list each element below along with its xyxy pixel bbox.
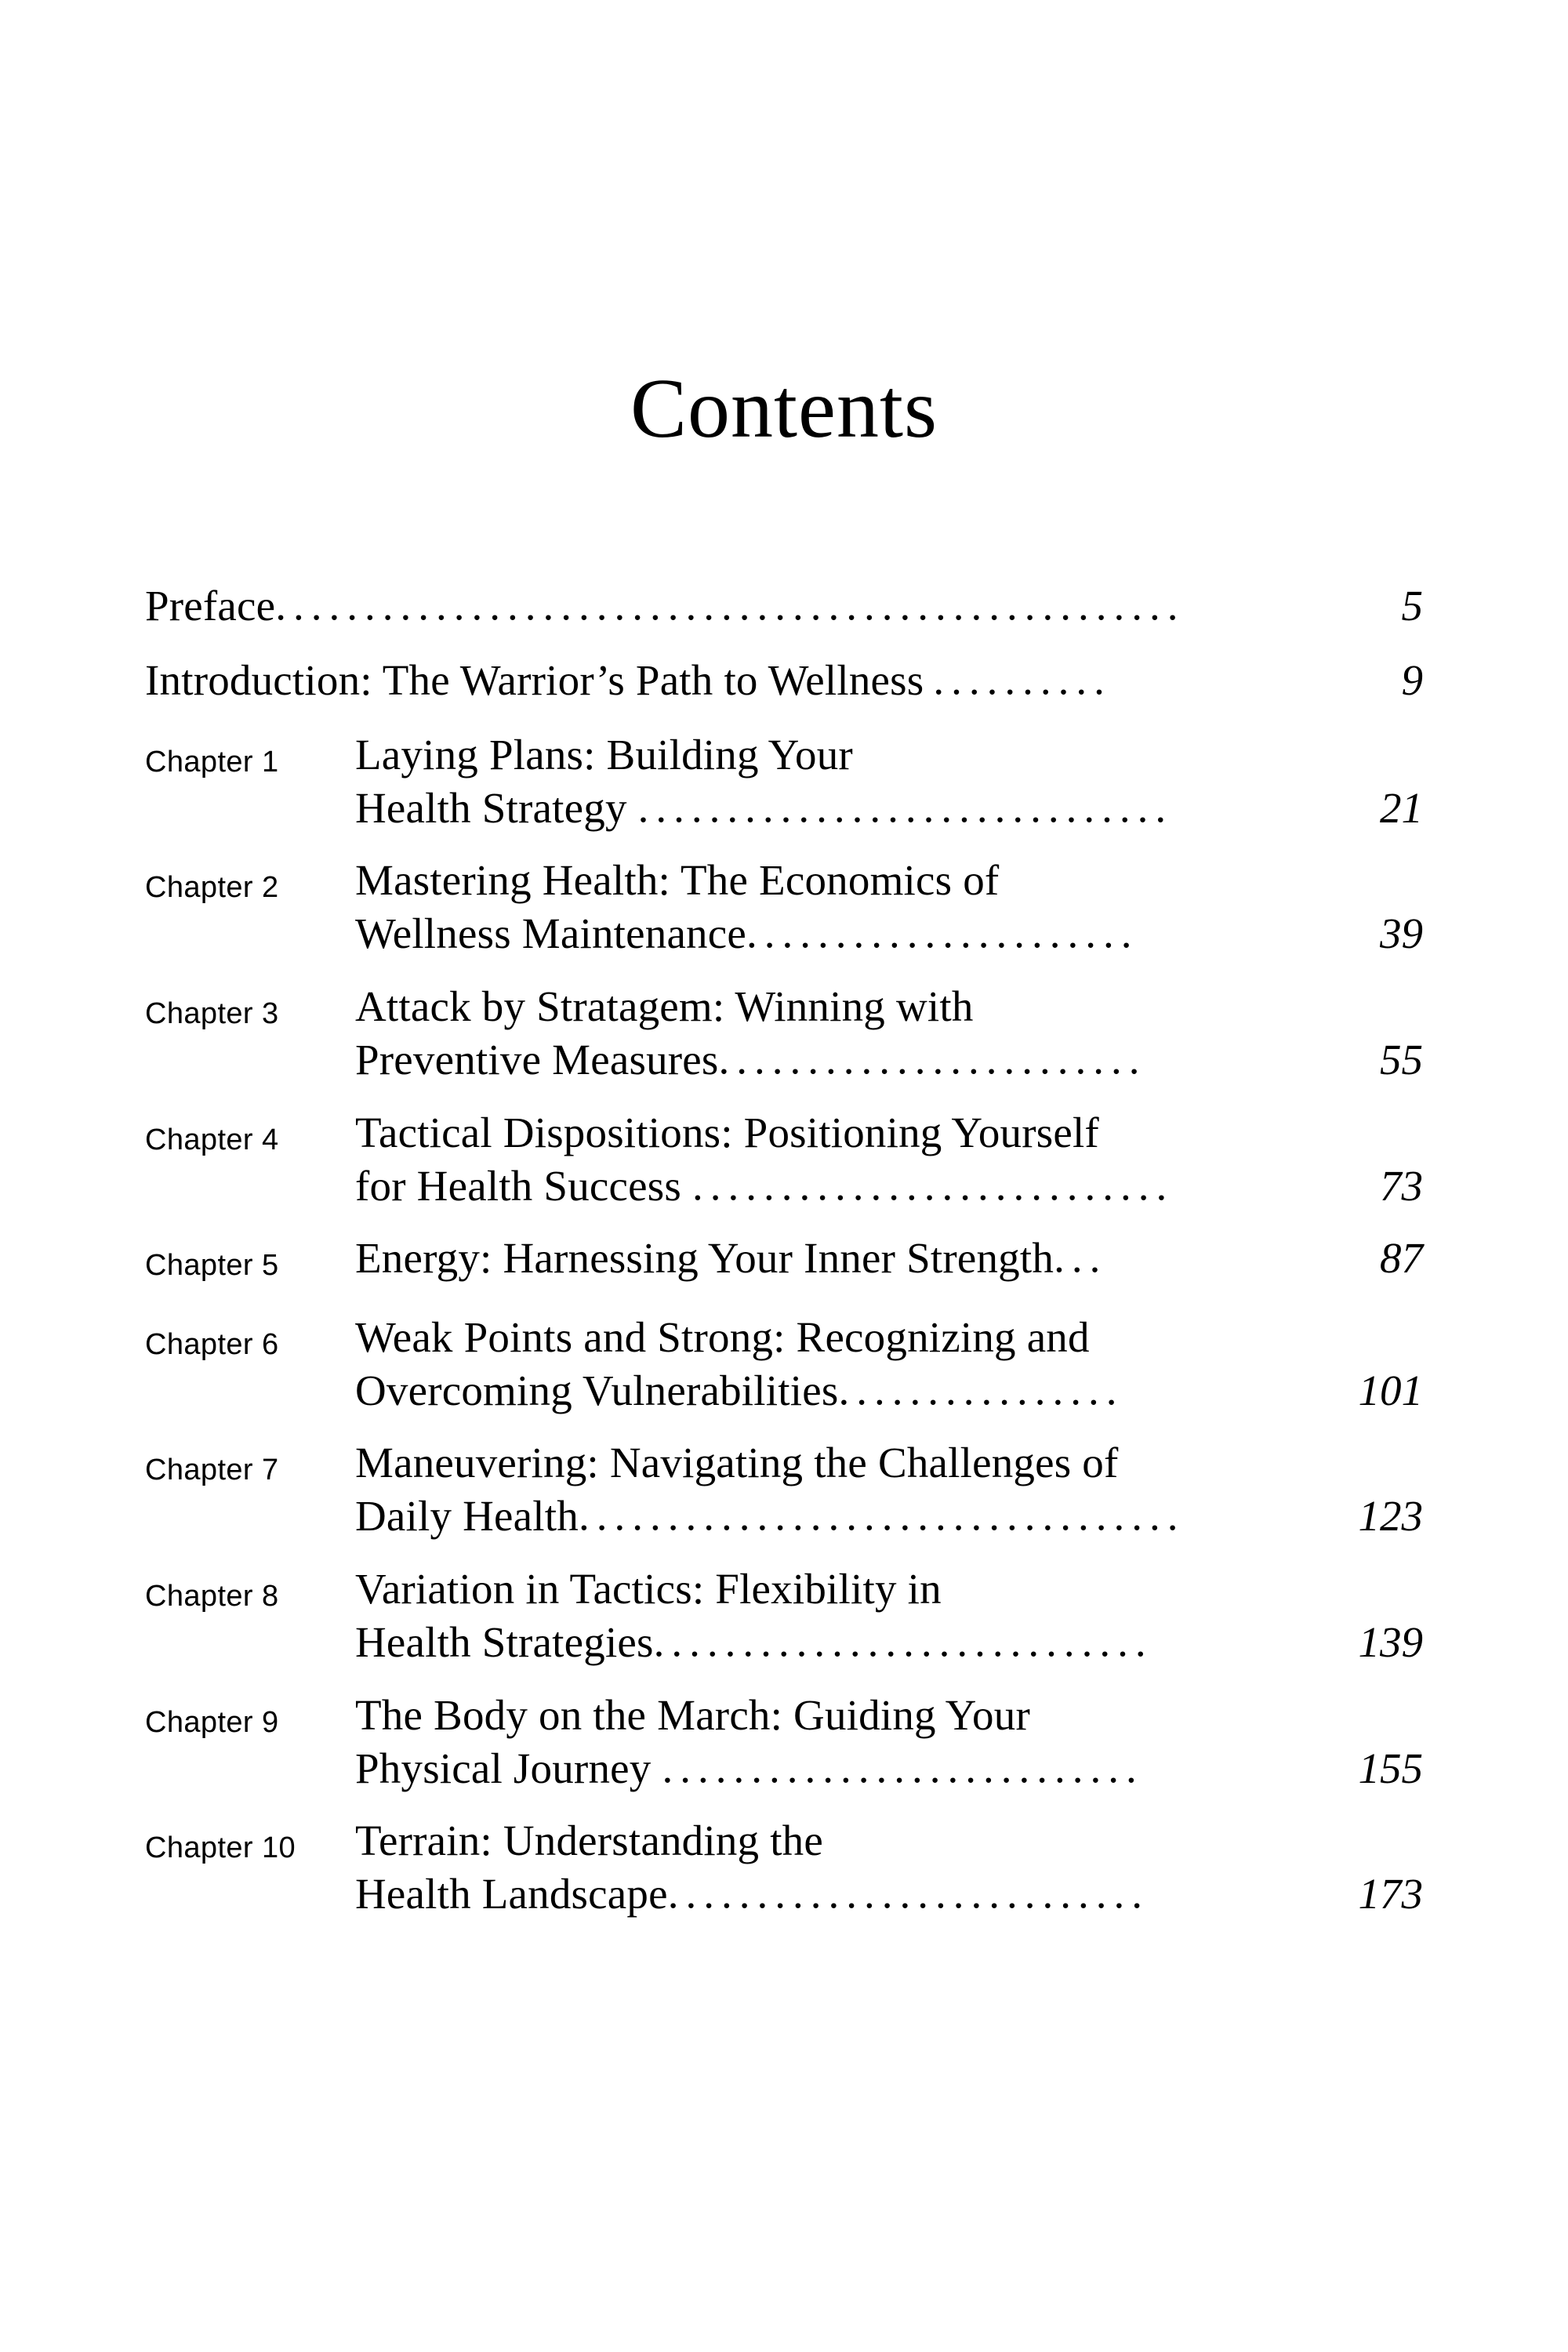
chapter-title-text: Terrain: Understanding the bbox=[355, 1817, 823, 1865]
chapter-title-block bbox=[355, 984, 1423, 1083]
page-number: 9 bbox=[1401, 655, 1423, 704]
chapter-title-block bbox=[355, 1110, 1423, 1210]
toc-chapter-entry[interactable] bbox=[145, 1312, 1423, 1414]
chapter-title-text: Health Strategies bbox=[355, 1617, 654, 1666]
page-number: 39 bbox=[1380, 909, 1423, 958]
chapter-label: Chapter 7 bbox=[145, 1454, 279, 1487]
dot-leader: ................................................... bbox=[275, 583, 1185, 626]
chapter-title-block bbox=[355, 1312, 1423, 1414]
chapter-title-text: Physical Journey bbox=[355, 1744, 652, 1792]
dot-leader: ................ bbox=[838, 1367, 1124, 1411]
dot-leader: .......... bbox=[933, 657, 1112, 701]
chapter-label: Chapter 5 bbox=[145, 1249, 279, 1283]
chapter-title-block bbox=[355, 858, 1423, 957]
page-number: 87 bbox=[1380, 1234, 1423, 1283]
dot-leader: .............................. bbox=[637, 785, 1174, 829]
chapter-title-line bbox=[355, 1368, 1423, 1414]
chapter-title-line bbox=[355, 984, 1423, 1030]
chapter-title-text: Daily Health bbox=[355, 1492, 579, 1541]
chapter-title-text: Maneuvering: Navigating the Challenges of bbox=[355, 1439, 1119, 1487]
chapter-title-text: The Body on the March: Guiding Your bbox=[355, 1690, 1030, 1739]
chapter-title-line bbox=[355, 1871, 1423, 1918]
page-number: 139 bbox=[1358, 1617, 1423, 1666]
chapter-label: Chapter 2 bbox=[145, 871, 279, 905]
page-number: 123 bbox=[1358, 1492, 1423, 1541]
chapter-label: Chapter 9 bbox=[145, 1705, 279, 1739]
chapter-title-block bbox=[355, 1566, 1423, 1666]
toc-chapter-entry[interactable] bbox=[145, 732, 1423, 832]
chapter-title-block bbox=[355, 1440, 1423, 1540]
chapter-label: Chapter 4 bbox=[145, 1123, 279, 1156]
dot-leader: ........................ bbox=[718, 1036, 1147, 1080]
toc-chapter-entry[interactable] bbox=[145, 1818, 1423, 1918]
chapter-title-text: Health Landscape bbox=[355, 1870, 668, 1918]
toc-chapter-entry[interactable] bbox=[145, 858, 1423, 957]
toc-front-matter-entry[interactable] bbox=[145, 655, 1423, 704]
page-number: 73 bbox=[1380, 1161, 1423, 1210]
dot-leader: ........................... bbox=[667, 1871, 1149, 1915]
entry-title: Preface bbox=[145, 582, 276, 630]
page-number: 5 bbox=[1401, 582, 1423, 630]
toc-front-matter-entry[interactable] bbox=[145, 583, 1423, 630]
toc-chapter-entry[interactable] bbox=[145, 1690, 1423, 1792]
page-number: 173 bbox=[1358, 1870, 1423, 1918]
chapter-label: Chapter 6 bbox=[145, 1327, 279, 1361]
chapter-title-line bbox=[355, 1566, 1423, 1613]
chapter-title-line bbox=[355, 1110, 1423, 1156]
toc-entry-list bbox=[145, 583, 1423, 1918]
chapter-title-text: Wellness Maintenance bbox=[355, 909, 746, 958]
page-number: 101 bbox=[1358, 1366, 1423, 1414]
chapter-title-text: Tactical Dispositions: Positioning Yourself bbox=[355, 1108, 1099, 1156]
chapter-title-line bbox=[355, 783, 1423, 832]
toc-chapter-entry[interactable] bbox=[145, 984, 1423, 1083]
chapter-title-line bbox=[355, 732, 1423, 779]
dot-leader: ........................... bbox=[691, 1163, 1174, 1207]
chapter-title-line bbox=[355, 1236, 1423, 1282]
toc-chapter-entry[interactable] bbox=[145, 1566, 1423, 1666]
chapter-title-line bbox=[355, 858, 1423, 904]
dot-leader: .................................. bbox=[578, 1494, 1185, 1537]
chapter-title-line bbox=[355, 1163, 1423, 1210]
dot-leader: ...................... bbox=[746, 911, 1139, 955]
chapter-title-text: Mastering Health: The Economics of bbox=[355, 856, 1000, 905]
chapter-title-text: Health Strategy bbox=[355, 783, 627, 832]
chapter-title-line bbox=[355, 1312, 1423, 1361]
page-number: 155 bbox=[1358, 1744, 1423, 1792]
page-number: 21 bbox=[1380, 783, 1423, 832]
chapter-title-text: Variation in Tactics: Flexibility in bbox=[355, 1565, 942, 1613]
chapter-label: Chapter 10 bbox=[145, 1831, 296, 1865]
chapter-title-text: Preventive Measures bbox=[355, 1035, 719, 1083]
toc-chapter-entry[interactable] bbox=[145, 1440, 1423, 1540]
chapter-label: Chapter 1 bbox=[145, 745, 279, 779]
chapter-title-text: Attack by Stratagem: Winning with bbox=[355, 982, 974, 1031]
chapter-title-line bbox=[355, 1037, 1423, 1083]
chapter-title-line bbox=[355, 1440, 1423, 1486]
chapter-title-line bbox=[355, 1690, 1423, 1739]
chapter-title-line bbox=[355, 1494, 1423, 1540]
chapter-title-block bbox=[355, 732, 1423, 832]
chapter-title-block bbox=[355, 1690, 1423, 1792]
page-title: Contents bbox=[630, 362, 938, 456]
chapter-title-text: for Health Success bbox=[355, 1161, 681, 1210]
page-number: 55 bbox=[1380, 1035, 1423, 1083]
dot-leader: ... bbox=[1054, 1236, 1108, 1279]
toc-chapter-entry[interactable] bbox=[145, 1110, 1423, 1210]
dot-leader: ............................ bbox=[653, 1619, 1153, 1663]
entry-title: Introduction: The Warrior’s Path to Wellness bbox=[145, 655, 924, 704]
toc-chapter-entry[interactable] bbox=[145, 1236, 1423, 1287]
chapter-title-text: Laying Plans: Building Your bbox=[355, 730, 853, 779]
chapter-title-block bbox=[355, 1236, 1423, 1282]
dot-leader: ........................... bbox=[662, 1745, 1144, 1789]
chapter-title-text: Weak Points and Strong: Recognizing and bbox=[355, 1312, 1090, 1361]
chapter-title-block bbox=[355, 1818, 1423, 1918]
chapter-label: Chapter 8 bbox=[145, 1580, 279, 1613]
chapter-title-line bbox=[355, 1617, 1423, 1666]
chapter-label: Chapter 3 bbox=[145, 997, 279, 1031]
chapter-title-text: Energy: Harnessing Your Inner Strength bbox=[355, 1234, 1054, 1283]
chapter-title-line bbox=[355, 1818, 1423, 1864]
chapter-title-line bbox=[355, 911, 1423, 957]
chapter-title-text: Overcoming Vulnerabilities bbox=[355, 1366, 839, 1414]
chapter-title-line bbox=[355, 1746, 1423, 1792]
